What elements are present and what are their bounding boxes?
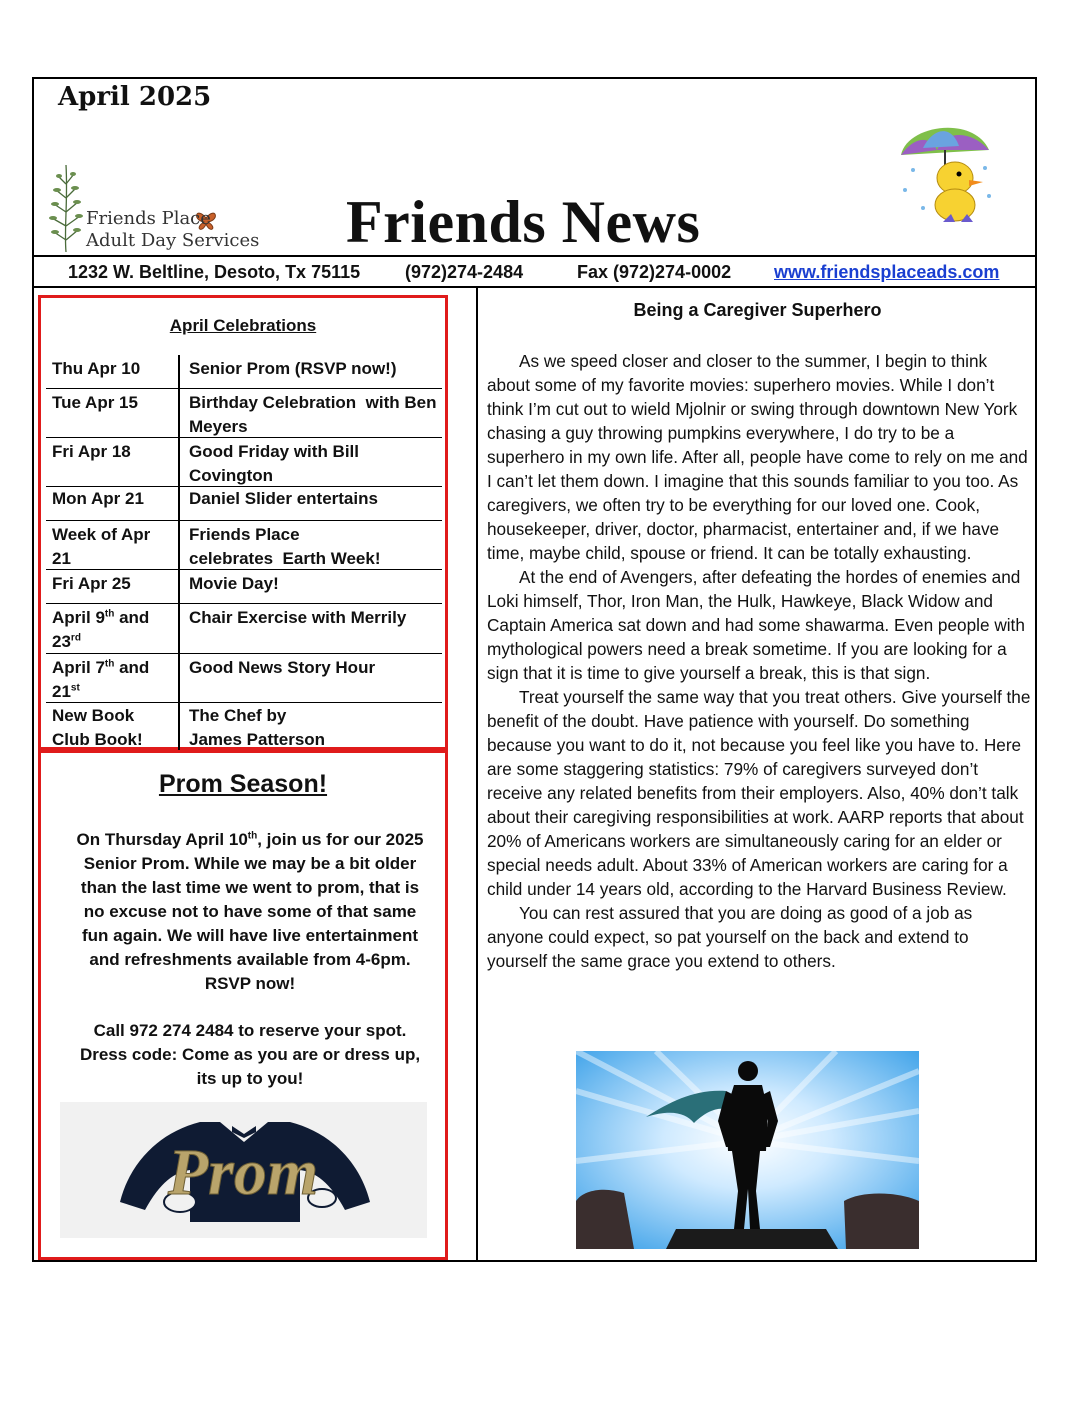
row-event: Birthday Celebration with Ben Meyers bbox=[189, 393, 437, 436]
issue-date: April 2025 bbox=[58, 82, 212, 112]
table-row bbox=[46, 570, 442, 604]
row-date: Mon Apr 21 bbox=[52, 489, 144, 508]
row-event: Good Friday with Bill Covington bbox=[189, 442, 359, 485]
fax-text: Fax (972)274-0002 bbox=[577, 262, 732, 282]
row-date: New Book Club Book! bbox=[52, 706, 143, 749]
row-date: Thu Apr 10 bbox=[52, 359, 141, 378]
article-paragraph: At the end of Avengers, after defeating the hordes of enemies and Loki himself, Thor, Iron Man, the Hulk, Hawkeye, Black Widow and Captain America sat down and had some shawarma. Even people with mythological powers need a break sometime. If you are looking for a sign that it is time to give yourself a break, this is that sign. bbox=[487, 567, 1025, 683]
table-row bbox=[46, 438, 442, 487]
row-event: Movie Day! bbox=[189, 574, 279, 593]
row-event: Senior Prom (RSVP now!) bbox=[189, 359, 397, 378]
row-event: Daniel Slider entertains bbox=[189, 489, 378, 508]
duck-umbrella-icon bbox=[893, 110, 998, 230]
prom-graphic bbox=[60, 1102, 427, 1238]
table-row bbox=[46, 654, 442, 703]
logo-text-line1: Friends Place bbox=[86, 208, 211, 229]
row-event: The Chef by James Patterson bbox=[189, 706, 326, 749]
row-event: Friends Place celebrates Earth Week! bbox=[189, 525, 381, 568]
row-event: Good News Story Hour bbox=[189, 658, 376, 677]
prom-paragraph-1: On Thursday April 10th, join us for our 2025 Senior Prom. While we may be a bit older than the last time we went to prom, that is no excuse not to have some of that same fun again. We will have live entertainment and refreshments available from 4-6pm. RSVP now! bbox=[76, 830, 424, 993]
row-event: Chair Exercise with Merrily bbox=[189, 608, 407, 627]
table-row bbox=[46, 389, 442, 438]
row-date: Tue Apr 15 bbox=[52, 393, 138, 412]
table-row bbox=[46, 604, 442, 654]
celebrations-table bbox=[46, 355, 442, 753]
prom-graphic-text: Prom bbox=[167, 1136, 319, 1209]
row-date: Fri Apr 25 bbox=[52, 574, 131, 593]
website-link[interactable]: www.friendsplaceads.com bbox=[774, 262, 1000, 282]
logo-text-line2: Adult Day Services bbox=[86, 230, 260, 251]
table-row bbox=[46, 355, 442, 389]
row-date: April 7th and 21st bbox=[52, 658, 150, 701]
address-text: 1232 W. Beltline, Desoto, Tx 75115 bbox=[68, 262, 361, 282]
row-date: Week of Apr 21 bbox=[52, 525, 151, 568]
article-paragraph: You can rest assured that you are doing as good of a job as anyone could expect, so pat yourself on the back and extend to yourself the same grace you extend to others. bbox=[487, 903, 973, 971]
row-date: April 9th and 23rd bbox=[52, 608, 150, 651]
table-row bbox=[46, 703, 442, 753]
table-row bbox=[46, 487, 442, 521]
article-paragraph: Treat yourself the same way that you treat others. Give yourself the benefit of the doubt. Have patience with yourself. Do something because you want to do it, not because you feel like you have to. Here are some staggering statistics: 79% of caregivers surveyed don’t receive any related benefits from their employers. Also, 40% don’t talk about their caregiving responsibilities at work. AARP reports that about 20% of Americans workers are simultaneously caring for an elder or special needs adult. About 33% of American workers are caring for a child under 14 years old, according to the Harvard Business Review. bbox=[487, 687, 1031, 899]
table-row bbox=[46, 521, 442, 570]
prom-paragraph-2: Call 972 274 2484 to reserve your spot. Dress code: Come as you are or dress up, its up to you! bbox=[79, 1021, 421, 1088]
article-title: Being a Caregiver Superhero bbox=[633, 300, 882, 320]
article-paragraph: As we speed closer and closer to the summer, I begin to think about some of my favorite movies: superhero movies. While I don’t think I’m cut out to wield Mjolnir or swing through downtown New York chasing a guy throwing pumpkins everywhere, I do try to be a superhero in my own life. After all, people have come to rely on me and I can’t let them down. I imagine that this sounds familiar to you too. As caregivers, we often try to be everything for our loved one. Cook, housekeeper, driver, doctor, pharmacist, entertainer and, if we have time, maybe child, spouse or friend. It can be totally exhausting. bbox=[487, 351, 1028, 563]
article-body bbox=[487, 349, 1032, 973]
row-date: Fri Apr 18 bbox=[52, 442, 131, 461]
phone-text: (972)274-2484 bbox=[405, 262, 524, 282]
contact-bar bbox=[33, 255, 1036, 288]
column-divider bbox=[476, 288, 478, 1262]
prom-description bbox=[70, 828, 430, 1114]
celebrations-title: April Celebrations bbox=[169, 316, 317, 335]
superhero-silhouette-image bbox=[576, 1051, 919, 1249]
prom-title: Prom Season! bbox=[158, 770, 328, 798]
newsletter-title: Friends News bbox=[346, 189, 701, 255]
